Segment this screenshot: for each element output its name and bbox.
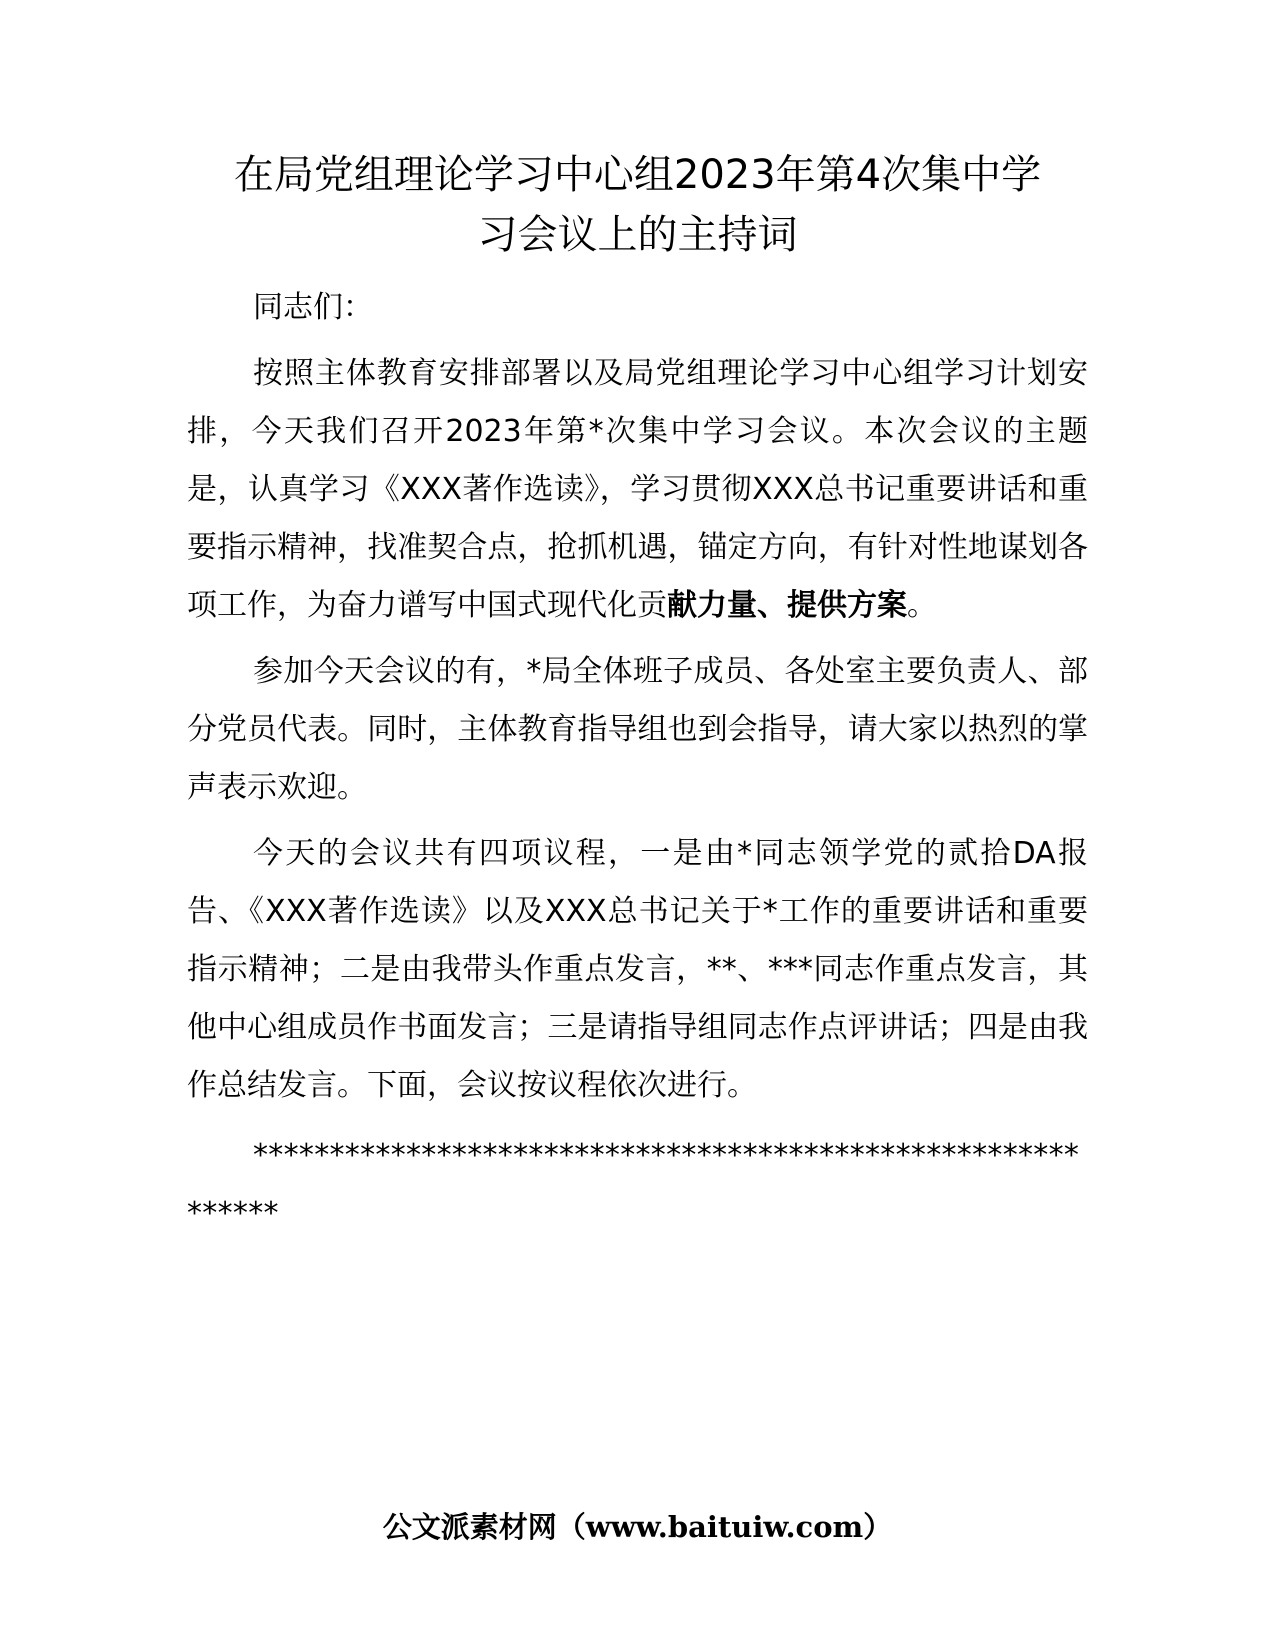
- title-line-1: 在局党组理论学习中心组2023年第4次集中学: [233, 152, 1042, 198]
- salutation: 同志们：: [253, 290, 373, 325]
- paragraph-agenda-intro: [187, 345, 1088, 635]
- paragraph-agenda-items: [187, 825, 1088, 1115]
- paragraph-bold-text: 献力量、提供方案: [667, 588, 907, 623]
- document-body: [187, 145, 1088, 1243]
- paragraph-end-punct: 。: [907, 588, 937, 623]
- paragraph-text: 按照主体教育安排部署以及局党组理论学习中心组学习计划安排，今天我们召开2023年第*次集中学习会议。本次会议的主题是，认真学习《XXX著作选读》，学习贯彻XXX总书记重要讲话和重要指示精神，找准契合点，抢抓机遇，锚定方向，有针对性地谋划各项工作，为奋力谱写中国式现代化贡: [187, 356, 1088, 623]
- footer-watermark: 公文派素材网（www.baituiw.com）: [382, 1510, 893, 1544]
- separator-stars: ************************************************************: [187, 1138, 1080, 1231]
- title-line-2: 习会议上的主持词: [477, 212, 798, 258]
- paragraph-text: 今天的会议共有四项议程，一是由*同志领学党的贰拾DA报告、《XXX著作选读》以及XXX总书记关于*工作的重要讲话和重要指示精神；二是由我带头作重点发言，**、***同志作重点发言，其他中心组成员作书面发言；三是请指导组同志作点评讲话；四是由我作总结发言。下面，会议按议程依次进行。: [187, 836, 1088, 1103]
- paragraph-text: 参加今天会议的有，*局全体班子成员、各处室主要负责人、部分党员代表。同时，主体教育指导组也到会指导，请大家以热烈的掌声表示欢迎。: [187, 654, 1088, 805]
- paragraph-attendees: [187, 643, 1088, 817]
- document-title: [187, 145, 1088, 265]
